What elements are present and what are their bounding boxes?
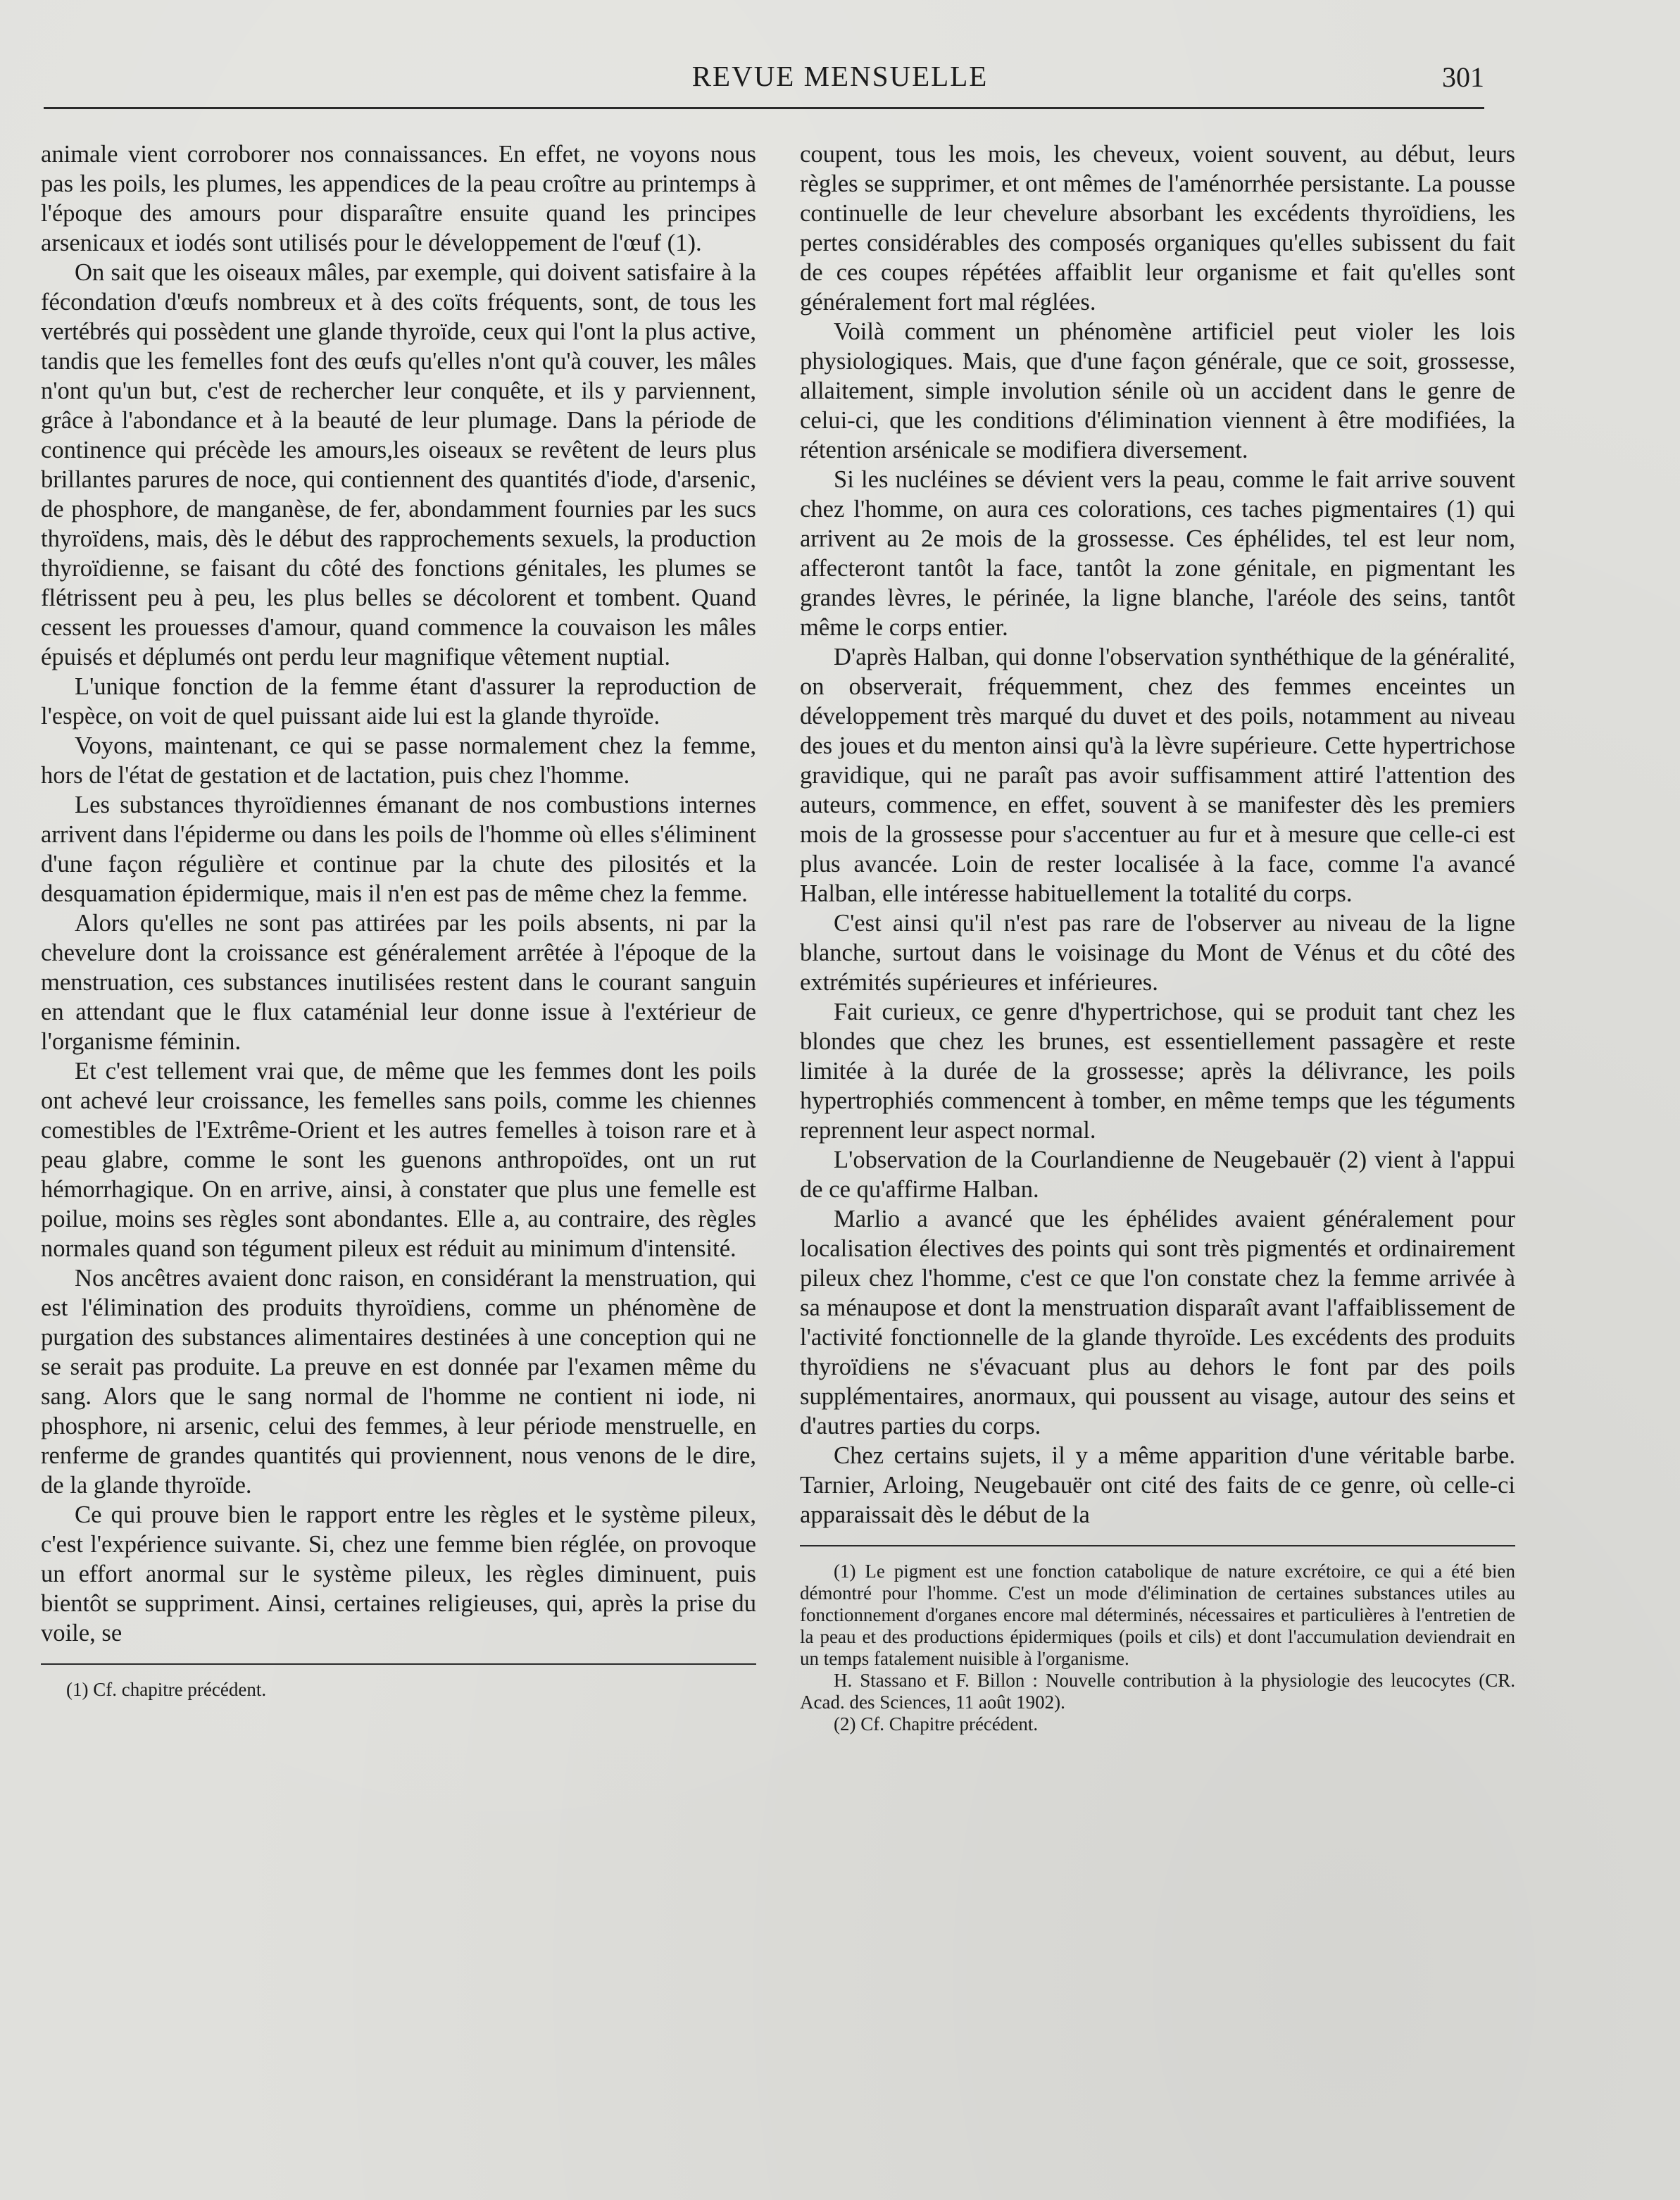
paragraph: Les substances thyroïdiennes émanant de nos combustions internes arrivent dans l'épiderme ou dans les poils de l'homme où elles s'éliminent d'une façon régulière et continue par la chute des pilosités et la desquamation épidermique, mais il n'en est pas de même chez la femme. <box>41 792 756 907</box>
paragraph: Ce qui prouve bien le rapport entre les règles et le système pileux, c'est l'expérience suivante. Si, chez une femme bien réglée, on provoque un effort anormal sur le système pileux, les règles diminuent, puis bientôt se suppriment. Ainsi, certaines religieuses, qui, après la prise du voile, se <box>41 1501 756 1646</box>
paragraph: animale vient corroborer nos connaissances. En effet, ne voyons nous pas les poils, les plumes, les appendices de la peau croître au printemps à l'époque des amours pour disparaître ensuite quand les principes arsenicaux et iodés sont utilisés pour le développement de l'œuf (1). <box>41 141 756 256</box>
footnote-rule <box>41 1663 756 1665</box>
left-column <box>41 139 756 1701</box>
paragraph: On sait que les oiseaux mâles, par exemple, qui doivent satisfaire à la fécondation d'œufs nombreux et à des coïts fréquents, sont, de tous les vertébrés qui possèdent une glande thyroïde, ceux qui l'ont la plus active, tandis que les femelles font des œufs qu'elles n'ont qu'à couver, les mâles n'ont qu'un but, c'est de rechercher leur conquête, et ils y parviennent, grâce à l'abondance et à la beauté de leur plumage. Dans la période de continence qui précède les amours,les oiseaux se revêtent de leurs plus brillantes parures de noce, qui contiennent des quantités d'iode, d'arsenic, de phosphore, de manganèse, de fer, abondamment fournies par les sucs thyroïdens, mais, dès le début des rapprochements sexuels, la production thyroïdienne, se faisant du côté des fonctions génitales, les plumes se flétrissent peu à peu, les plus belles se décolorent et tombent. Quand cessent les prouesses d'amour, quand commence la couvaison les mâles épuisés et déplumés ont perdu leur magnifique vêtement nuptial. <box>41 259 756 670</box>
footnotes <box>800 1561 1515 1735</box>
paragraph: coupent, tous les mois, les cheveux, voient souvent, au début, leurs règles se supprimer, et ont mêmes de l'aménorrhée persistante. La pousse continuelle de leur chevelure absorbant les excédents thyroïdiens, les pertes considérables des composés organiques qu'elles subissent du fait de ces coupes répétées affaiblit leur organisme et fait qu'elles sont généralement fort mal réglées. <box>800 141 1515 315</box>
paragraph: Voyons, maintenant, ce qui se passe normalement chez la femme, hors de l'état de gestation et de lactation, puis chez l'homme. <box>41 732 756 789</box>
footnote: H. Stassano et F. Billon : Nouvelle contribution à la physiologie des leucocytes (CR. Acad. des Sciences, 11 août 1902). <box>800 1670 1515 1713</box>
footnote: (1) Le pigment est une fonction catabolique de nature excrétoire, ce qui a été bien démontré pour l'homme. C'est un mode d'élimination de certaines substances utiles au fonctionnement d'organes encore mal déterminés, nécessaires et particulières à l'entretien de la peau et des productions épidermiques (poils et cils) et dont l'accumulation deviendrait en un temps fatalement nuisible à l'organisme. <box>800 1561 1515 1669</box>
right-column <box>800 139 1515 1735</box>
footnotes <box>41 1679 756 1701</box>
paragraph: L'unique fonction de la femme étant d'assurer la reproduction de l'espèce, on voit de quel puissant aide lui est la glande thyroïde. <box>41 673 756 730</box>
paragraph: Alors qu'elles ne sont pas attirées par les poils absents, ni par la chevelure dont la croissance est généralement arrêtée à l'époque de la menstruation, ces substances inutilisées restent dans le courant sanguin en attendant que le flux cataménial leur donne issue à l'extérieur de l'organisme féminin. <box>41 910 756 1055</box>
running-header <box>0 59 1680 101</box>
paragraph: Nos ancêtres avaient donc raison, en considérant la menstruation, qui est l'élimination des produits thyroïdiens, comme un phénomène de purgation des substances alimentaires destinées à une conception qui ne se serait pas produite. La preuve en est donnée par l'examen même du sang. Alors que le sang normal de l'homme ne contient ni iode, ni phosphore, ni arsenic, celui des femmes, à leur période menstruelle, en renferme de grandes quantités qui proviennent, nous venons de le dire, de la glande thyroïde. <box>41 1265 756 1499</box>
paragraph: L'observation de la Courlandienne de Neugebauër (2) vient à l'appui de ce qu'affirme Halban. <box>800 1146 1515 1203</box>
page-number: 301 <box>1442 61 1484 93</box>
paragraph: Voilà comment un phénomène artificiel peut violer les lois physiologiques. Mais, que d'une façon générale, que ce soit, grossesse, allaitement, simple involution sénile où un accident dans le genre de celui-ci, que les conditions d'élimination viennent à être modifiées, la rétention arsénicale se modifiera diversement. <box>800 318 1515 463</box>
footnote: (2) Cf. Chapitre précédent. <box>834 1713 1039 1735</box>
footnote: (1) Cf. chapitre précédent. <box>66 1679 267 1700</box>
paragraph: Et c'est tellement vrai que, de même que les femmes dont les poils ont achevé leur croissance, les femelles sans poils, comme les chiennes comestibles de l'Extrême-Orient et les autres femelles à toison rare et à peau glabre, comme le sont les guenons anthropoïdes, ont un rut hémorrhagique. On en arrive, ainsi, à constater que plus une femelle est poilue, moins ses règles sont abondantes. Elle a, au contraire, des règles normales quand son tégument pileux est réduit au minimum d'intensité. <box>41 1058 756 1262</box>
footnote-rule <box>800 1545 1515 1546</box>
paragraph: Marlio a avancé que les éphélides avaient généralement pour localisation électives des points qui sont très pigmentés et ordinairement pileux chez l'homme, c'est ce que l'on constate chez la femme arrivée à sa ménaupose et dont la menstruation disparaît avant l'affaiblissement de l'activité fonctionnelle de la glande thyroïde. Les excédents des produits thyroïdiens ne s'évacuant plus au dehors le font par des poils supplémentaires, anormaux, qui poussent au visage, autour des seins et d'autres parties du corps. <box>800 1206 1515 1439</box>
paragraph: Si les nucléines se dévient vers la peau, comme le fait arrive souvent chez l'homme, on aura ces colorations, ces taches pigmentaires (1) qui arrivent au 2e mois de la grossesse. Ces éphélides, tel est leur nom, affecteront tantôt la face, tantôt la zone génitale, en pigmentant les grandes lèvres, le périnée, la ligne blanche, l'aréole des seins, tantôt même le corps entier. <box>800 466 1515 641</box>
paragraph: Chez certains sujets, il y a même apparition d'une véritable barbe. Tarnier, Arloing, Neugebauër ont cité des faits de ce genre, où celle-ci apparaissait dès le début de la <box>800 1442 1515 1528</box>
header-rule <box>44 107 1484 109</box>
paragraph: C'est ainsi qu'il n'est pas rare de l'observer au niveau de la ligne blanche, surtout dans le voisinage du Mont de Vénus et du côté des extrémités supérieures et inférieures. <box>800 910 1515 996</box>
paragraph: Fait curieux, ce genre d'hypertrichose, qui se produit tant chez les blondes que chez les brunes, est essentiellement passagère et reste limitée à la durée de la grossesse; après la délivrance, les poils hypertrophiés commencent à tomber, en même temps que les téguments reprennent leur aspect normal. <box>800 999 1515 1144</box>
journal-title: REVUE MENSUELLE <box>691 60 989 92</box>
paragraph: D'après Halban, qui donne l'observation synthéthique de la généralité, on observerait, fréquemment, chez des femmes enceintes un développement très marqué du duvet et des poils, notamment au niveau des joues et du menton ainsi qu'à la lèvre supérieure. Cette hypertrichose gravidique, qui ne paraît pas avoir suffisamment attiré l'attention des auteurs, commence, en effet, souvent à se manifester dès les premiers mois de la grossesse pour s'accentuer au fur et à mesure que celle-ci est plus avancée. Loin de rester localisée à la face, comme l'a avancé Halban, elle intéresse habituellement la totalité du corps. <box>800 644 1515 907</box>
